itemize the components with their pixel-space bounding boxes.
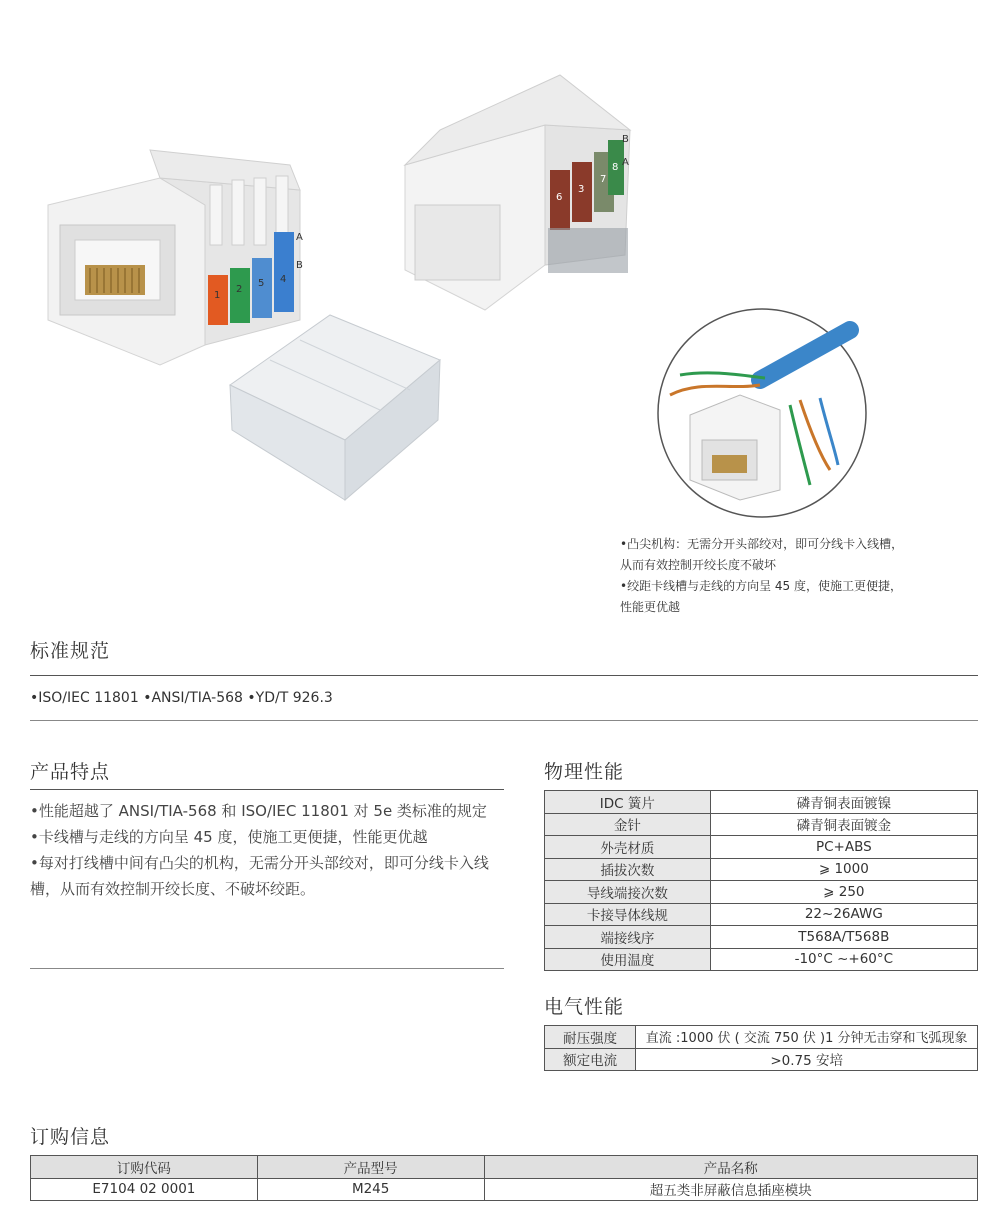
right-row-b: B	[622, 134, 629, 145]
table-row	[545, 903, 978, 926]
table-row	[545, 881, 978, 904]
standards-title: 标准规范	[30, 640, 111, 662]
left-pin-2: 2	[236, 284, 243, 295]
property-name: 金针	[545, 813, 711, 836]
table-row	[545, 926, 978, 949]
ordering-table	[30, 1155, 978, 1201]
table-row	[545, 836, 978, 859]
feature-notes	[620, 534, 940, 618]
product-name: 超五类非屏蔽信息插座模块	[484, 1178, 977, 1201]
property-value: ⩾ 1000	[710, 858, 977, 881]
table-row	[545, 948, 978, 971]
note-line: •绞距卡线槽与走线的方向呈 45 度，使施工更便捷，	[620, 579, 902, 593]
property-value: ⩾ 250	[710, 881, 977, 904]
feature-item: •性能超越了 ANSI/TIA-568 和 ISO/IEC 11801 对 5e 类标准的规定	[30, 802, 487, 820]
property-name: 导线端接次数	[545, 881, 711, 904]
table-header-row	[31, 1156, 978, 1179]
property-name: 外壳材质	[545, 836, 711, 859]
dust-cap-image	[230, 315, 440, 500]
property-name: 端接线序	[545, 926, 711, 949]
features-list	[30, 798, 500, 902]
note-line: 性能更优越	[620, 600, 681, 614]
electrical-table	[544, 1025, 978, 1071]
property-value: T568A/T568B	[710, 926, 977, 949]
feature-item: •卡线槽与走线的方向呈 45 度，使施工更便捷，性能更优越	[30, 828, 428, 846]
property-name: 额定电流	[545, 1048, 636, 1071]
electrical-title: 电气性能	[544, 996, 625, 1018]
ordering-title: 订购信息	[30, 1126, 111, 1148]
left-row-a: A	[296, 232, 303, 243]
note-line: •凸尖机构：无需分开头部绞对，即可分线卡入线槽，	[620, 537, 904, 551]
right-pin-6: 6	[556, 192, 563, 203]
left-pin-4: 4	[280, 274, 287, 285]
property-value: 22~26AWG	[710, 903, 977, 926]
features-title: 产品特点	[30, 761, 111, 783]
physical-title: 物理性能	[544, 761, 625, 783]
right-pin-3: 3	[578, 184, 585, 195]
table-row	[545, 1048, 978, 1071]
table-row	[545, 813, 978, 836]
right-pin-8: 8	[612, 162, 619, 173]
property-value: -10°C ~+60°C	[710, 948, 977, 971]
physical-table	[544, 790, 978, 971]
table-row	[545, 1026, 978, 1049]
property-name: 卡接导体线规	[545, 903, 711, 926]
column-header: 产品型号	[257, 1156, 484, 1179]
property-value: >0.75 安培	[636, 1048, 978, 1071]
jack-module-back-image	[405, 75, 630, 310]
model-number: M245	[257, 1178, 484, 1201]
property-value: 磷青铜表面镀金	[710, 813, 977, 836]
property-name: 插拔次数	[545, 858, 711, 881]
property-name: 使用温度	[545, 948, 711, 971]
property-value: 磷青铜表面镀镍	[710, 791, 977, 814]
table-row	[545, 791, 978, 814]
left-row-b: B	[296, 260, 303, 271]
jack-module-front-image	[48, 150, 303, 365]
property-name: 耐压强度	[545, 1026, 636, 1049]
column-header: 订购代码	[31, 1156, 258, 1179]
left-pin-5: 5	[258, 278, 265, 289]
table-row	[545, 858, 978, 881]
feature-item: •每对打线槽中间有凸尖的机构，无需分开头部绞对，即可分线卡入线槽，从而有效控制开绞长度、不破坏绞距。	[30, 854, 489, 898]
standards-bottom-divider	[30, 720, 978, 721]
property-value: 直流 :1000 伏 ( 交流 750 伏 )1 分钟无击穿和飞弧现象	[636, 1026, 978, 1049]
left-pin-1: 1	[214, 290, 221, 301]
property-value: PC+ABS	[710, 836, 977, 859]
wiring-detail-inset	[658, 309, 866, 517]
standards-list: •ISO/IEC 11801 •ANSI/TIA-568 •YD/T 926.3	[30, 690, 333, 706]
features-bottom-divider	[30, 968, 504, 969]
right-row-a: A	[622, 157, 629, 168]
features-divider	[30, 789, 504, 790]
property-name: IDC 簧片	[545, 791, 711, 814]
order-code: E7104 02 0001	[31, 1178, 258, 1201]
table-row	[31, 1178, 978, 1201]
note-line: 从而有效控制开绞长度不破坏	[620, 558, 777, 572]
right-pin-7: 7	[600, 174, 607, 185]
column-header: 产品名称	[484, 1156, 977, 1179]
standards-divider	[30, 675, 978, 676]
